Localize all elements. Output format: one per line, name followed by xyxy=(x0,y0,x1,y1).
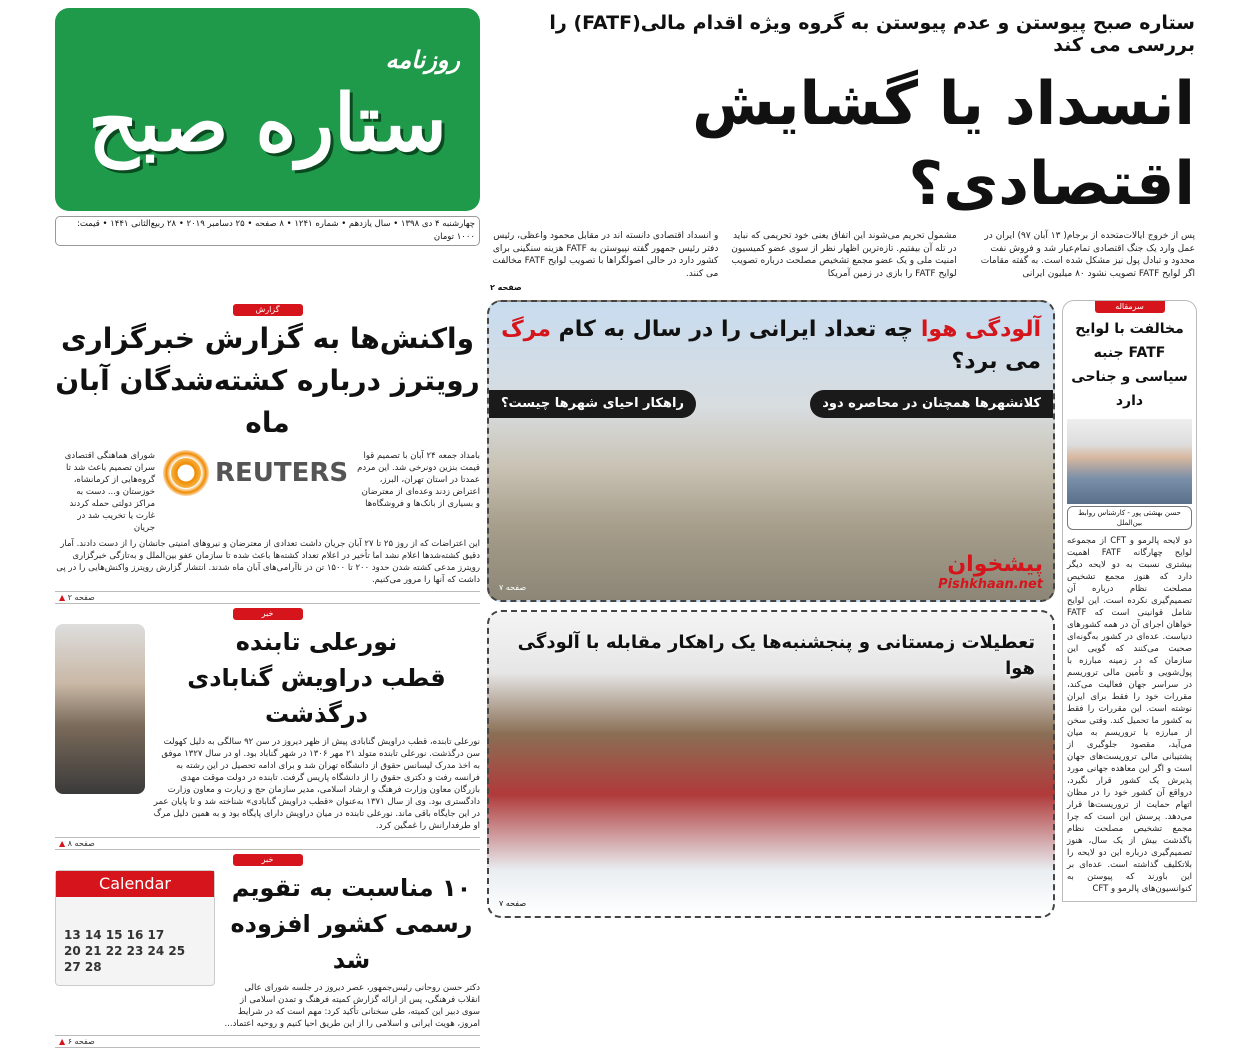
calendar-title: Calendar xyxy=(56,871,214,897)
header-row xyxy=(55,8,1195,292)
watermark xyxy=(938,552,1043,592)
calendar-image xyxy=(55,870,215,986)
page-ref[interactable]: صفحه ۶ xyxy=(67,1037,95,1046)
watermark-url: Pishkhaan.net xyxy=(938,577,1043,592)
section-tag: سرمقاله xyxy=(1095,301,1165,313)
tabandeh-story xyxy=(55,624,480,832)
pollution-caption: راهکار احیای شهرها چیست؟ xyxy=(489,390,696,418)
pollution-headline-highlight: آلودگی هوا xyxy=(920,317,1041,342)
middle-column xyxy=(487,300,1055,918)
pollution-story[interactable] xyxy=(487,300,1055,602)
page-ref[interactable]: صفحه ۲ xyxy=(67,593,95,602)
calendar-story xyxy=(55,870,480,1030)
page-ref[interactable]: صفحه ۷ xyxy=(499,899,527,908)
pollution-headline: چه تعداد ایرانی را در سال به کام xyxy=(550,317,921,342)
page-ref-bar[interactable]: ▲ صفحه ۶ xyxy=(55,1035,480,1048)
page-ref[interactable]: صفحه ۲ xyxy=(490,283,522,292)
calendar-subheadline[interactable]: رسمی کشور افزوده شد xyxy=(230,910,473,974)
main-row xyxy=(55,300,1195,1048)
editorial-box xyxy=(1062,300,1197,902)
lead-headline[interactable]: انسداد یا گشایش اقتصادی؟ xyxy=(692,69,1195,219)
calendar-days: 13 14 15 16 17 xyxy=(64,928,165,942)
lead-columns xyxy=(490,230,1195,280)
reuters-body: این اعتراضات که از روز ۲۵ تا ۲۷ آبان جریان داشت تعدادی از معترضان و نیروهای امنیتی جانشان را از دست دادند. آمار دقیق کشته‌شدها اعلام نشد اما تأخیر در اعلام تعداد کشته‌ها باعث شده تا سازمان عفو بین‌الملل و به‌تازگی خبرگزاری رویترز مدعی کشته شدن حدود ۲۰۰ تا ۱۵۰۰ تن در ناآرامی‌های آبان ماه شدند. انتشار گزارش رویترز واکنش‌هایی را در پی داشت که آنها را مرور می‌کنیم. xyxy=(56,539,480,585)
reuters-headline[interactable]: واکنش‌ها به گزارش خبرگزاری رویترز درباره کشته‌شدگان آبان ماه xyxy=(55,322,480,439)
reuters-logo-text: REUTERS xyxy=(215,458,349,488)
lead-column: و انسداد اقتصادی دانسته اند در مقابل محمود واعظی، رئیس دفتر رئیس جمهور گفته نپیوستن به FATF هزینه سنگینی برای کشور دارد در حالی اصولگراها با تصویب لوایح FATF مخالفت می کنند. xyxy=(492,231,719,279)
masthead xyxy=(55,8,480,246)
section-tag: گزارش xyxy=(233,304,303,316)
reuters-logo xyxy=(163,450,348,496)
winter-story[interactable] xyxy=(487,610,1055,918)
page-ref-bar[interactable]: ▲ صفحه ۸ xyxy=(55,837,480,850)
lead-column: پس از خروج ایالات‌متحده از برجام( ۱۳ آبان ۹۷) ایران در عمل وارد یک جنگ اقتصادی تمام‌عیار شد و فروش نفت محدود و تبادل پول نیز مشکل شده است. به گفته مقامات اگر لوایح FATF تصویب نشود ۸۰ میلیون ایرانی xyxy=(980,231,1195,279)
calendar-headline[interactable]: ۱۰ مناسبت به تقویم xyxy=(231,874,472,902)
pollution-captions xyxy=(489,390,1053,418)
section-tag: خبر xyxy=(233,608,303,620)
lead-kicker: ستاره صبح پیوستن و عدم پیوستن به گروه ویژه اقدام مالی(FATF) را بررسی می کند xyxy=(549,12,1195,56)
lead-story xyxy=(490,8,1195,292)
date-line: چهارشنبه ۴ دی ۱۳۹۸ • سال یازدهم • شماره ۱۲۴۱ • ۸ صفحه • ۲۵ دسامبر ۲۰۱۹ • ۲۸ ربیع‌الثانی ۱۴۴۱ • قیمت: ۱۰۰۰ تومان xyxy=(55,216,480,246)
logo-name: ستاره صبح xyxy=(88,77,447,169)
logo-prefix: روزنامه xyxy=(385,45,460,74)
calendar-days: 27 28 xyxy=(64,960,102,974)
editorial-body: دو لایحه پالرمو و CFT از مجموعه لوایح چهارگانه FATF اهمیت بیشتری نسبت به دو لایحه دیگر دارد که هنوز مجمع تشخیص مصلحت نظام درباره آن تصمیم‌گیری نکرده است. این لوایح شامل قوانینی است که FATF خواهان اجرای آن در همه کشورهای دنیاست. عده‌ای در کشور به‌گونه‌ای صحبت می‌کنند که گویی این سازمان که در زمینه مبارزه با پول‌شویی و تأمین مالی تروریسم در سراسر جهان فعالیت می‌کند، مقررات خود را فقط برای ایران نوشته است. این مقررات را فقط به کشور ما تحمیل کند. وقتی سخن از مبارزه با تروریسم به میان می‌آید، مقصود جلوگیری از پشتیبانی مالی تروریست‌های جهان است و اگر این معاهده جهانی مورد پذیرش یک کشور قرار نگیرد، درواقع آن کشور خود را در مظان اتهام حمایت از تروریست‌ها قرار می‌دهد. پرسش این است که چرا مجمع تشخیص مصلحت نظام باگذشت بیش از یک سال، هنوز تصمیم‌گیری درباره این دو لایحه را بلاتکلیف گذاشته است. عده‌ای بر این باورند که پیوستن به کنوانسیون‌های پالرمو و CFT xyxy=(1067,536,1193,894)
tabandeh-photo xyxy=(55,624,145,794)
lead-column: مشمول تحریم می‌شوند این اتفاق یعنی خود تحریمی که نباید در تله آن بیفتیم. تازه‌ترین اظهار نظر از سوی عضو کمیسیون امنیت ملی و یک عضو مجمع تشخیص مصلحت درباره تصویب لوایح FATF را بازی در زمین آمریکا xyxy=(731,231,957,279)
pollution-headline-highlight: مرگ xyxy=(501,317,551,342)
author-caption: حسن بهشتی پور - کارشناس روابط بین‌الملل xyxy=(1067,506,1192,530)
page-ref-bar[interactable]: ▲ صفحه ۲ xyxy=(55,591,480,604)
reuters-logo-icon xyxy=(163,450,209,496)
winter-headline: تعطیلات زمستانی و پنجشنبه‌ها یک راهکار مقابله با آلودگی هوا xyxy=(517,632,1035,679)
tabandeh-headline[interactable]: نورعلی تابنده xyxy=(235,628,398,656)
pollution-headline: می برد؟ xyxy=(951,349,1041,374)
masthead-logo xyxy=(55,8,480,211)
editorial-headline[interactable]: مخالفت با لوایح FATF جنبه سیاسی و جناحی دارد xyxy=(1071,321,1188,409)
calendar-days: 20 21 22 23 24 25 xyxy=(64,944,186,958)
watermark-text: پیشخوان xyxy=(947,552,1043,577)
reuters-side-text: شورای هماهنگی اقتصادی سران تصمیم باعث شد تا گروه‌هایی از کرمانشاه، خوزستان و... دست به مراکز دولتی حمله کردند غارت یا تخریب شد در جریان xyxy=(64,451,155,533)
tabandeh-body: نورعلی تابنده، قطب دراویش گنابادی پیش از ظهر دیروز در سن ۹۲ سالگی به دلیل کهولت سن درگذشت. نورعلی تابنده متولد ۲۱ مهر ۱۳۰۶ در شهر گناباد بود. او در سال ۱۳۲۷ موفق به اخذ مدرک لیسانس حقوق از دانشگاه تهران شد و برای ادامه تحصیل در این رشته به فرانسه رفت و دکتری حقوق را از دانشگاه پاریس گرفت. تابنده در دولت موقت مهدی بازرگان معاون وزارت فرهنگ و ارشاد اسلامی، مدیر سازمان حج و زیارت و معاون وزارت دادگستری بود. وی از سال ۱۳۷۱ به‌عنوان «قطب دراویش گنابادی» شناخته شد و تا پایان عمر در این جایگاه باقی ماند. نورعلی تابنده در میان دراویش دارای پایگاه بود و به همین دلیل مرگ او طرفدارانش را غمگین کرد. xyxy=(153,737,480,831)
section-tag: خبر xyxy=(233,854,303,866)
reuters-intro-row xyxy=(55,450,480,534)
page-ref[interactable]: صفحه ۷ xyxy=(499,583,527,592)
reuters-lead-text: بامداد جمعه ۲۴ آبان با تصمیم قوا قیمت بنزین دونرخی شد. این مردم عمدتا در استان تهران، البرز، اعتراض زدند وعده‌ای از معترضان و بسیاری از بانک‌ها و فروشگاه‌ها xyxy=(357,451,480,509)
left-column xyxy=(55,300,480,1048)
calendar-body: دکتر حسن روحانی رئیس‌جمهور، عصر دیروز در جلسه شورای عالی انقلاب فرهنگی، پس از ارائه گزارش کمیته فرهنگ و تمدن اسلامی از سوی دبیر این کمیته، طی سخنانی تأکید کرد: مهم است که در شرایط امروز، هویت ایرانی و اسلامی را از این طریق احیا کنیم و روحیه اعتماد... xyxy=(224,983,480,1029)
tabandeh-subheadline[interactable]: قطب دراویش گنابادی درگذشت xyxy=(187,664,446,728)
page-ref[interactable]: صفحه ۸ xyxy=(67,839,95,848)
author-photo xyxy=(1067,419,1192,504)
pollution-caption: کلانشهرها همچنان در محاصره دود xyxy=(810,390,1053,418)
